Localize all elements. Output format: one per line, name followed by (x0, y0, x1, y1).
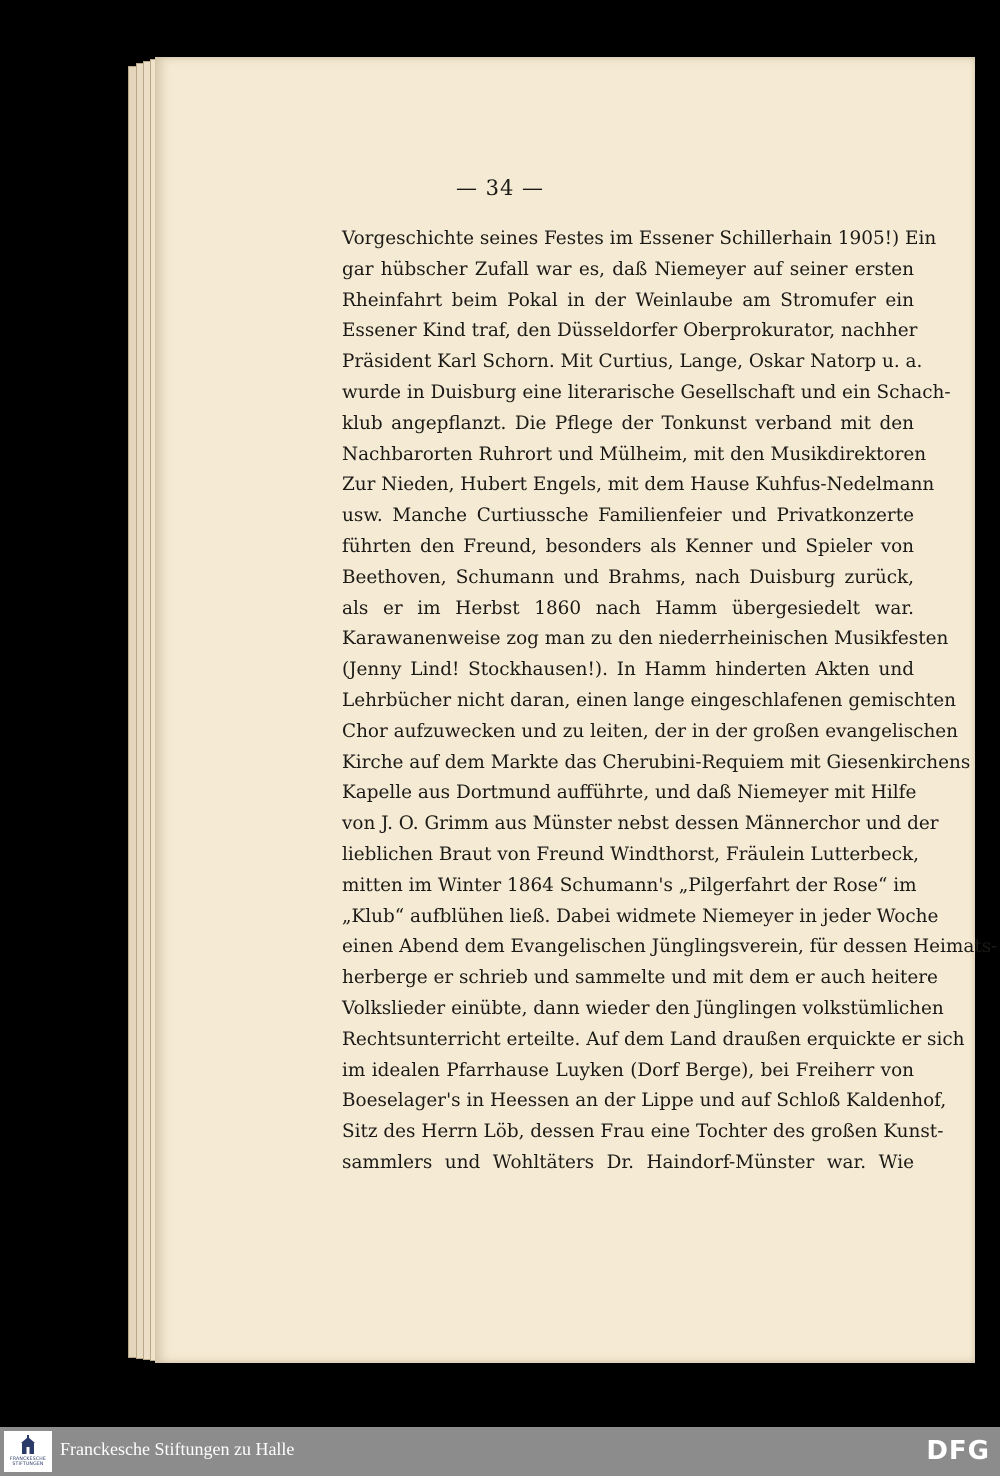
body-text (342, 224, 998, 1179)
text-line: „Klub“ aufblühen ließ. Dabei widmete Niemeyer in jeder Woche (342, 905, 939, 927)
text-line: Volkslieder einübte, dann wieder den Jünglingen volkstümlichen (342, 997, 944, 1019)
text-line: Essener Kind traf, den Düsseldorfer Oberprokurator, nachher (342, 320, 918, 342)
text-line: Kapelle aus Dortmund aufführte, und daß Niemeyer mit Hilfe (342, 782, 917, 804)
text-line: Chor aufzuwecken und zu leiten, der in der großen evangelischen (342, 720, 959, 742)
text-line: im idealen Pfarrhause Luyken (Dorf Berge), bei Freiherr von (342, 1059, 914, 1081)
text-line: usw. Manche Curtiussche Familienfeier und Privatkonzerte (342, 505, 914, 527)
text-line: Beethoven, Schumann und Brahms, nach Duisburg zurück, (342, 566, 914, 588)
footer-bar (0, 1427, 1000, 1476)
dfg-logo[interactable]: DFG (926, 1436, 990, 1466)
text-line: von J. O. Grimm aus Münster nebst dessen Männerchor und der (342, 813, 939, 835)
francke-logo[interactable] (4, 1431, 52, 1472)
text-line: sammlers und Wohltäters Dr. Haindorf-Münster war. Wie (342, 1151, 914, 1173)
text-line: gar hübscher Zufall war es, daß Niemeyer auf seiner ersten (342, 258, 914, 280)
text-line: Vorgeschichte seines Festes im Essener Schillerhain 1905!) Ein (342, 228, 937, 249)
text-line: Kirche auf dem Markte das Cherubini-Requiem mit Giesenkirchens (342, 751, 971, 773)
text-line: einen Abend dem Evangelischen Jünglingsverein, für dessen Heimats- (342, 936, 998, 958)
text-line: Präsident Karl Schorn. Mit Curtius, Lange, Oskar Natorp u. a. (342, 351, 923, 373)
text-line: wurde in Duisburg eine literarische Gesellschaft und ein Schach- (342, 381, 951, 403)
text-line: Nachbarorten Ruhrort und Mülheim, mit den Musikdirektoren (342, 443, 927, 465)
text-line: Lehrbücher nicht daran, einen lange eingeschlafenen gemischten (342, 689, 957, 711)
text-line: herberge er schrieb und sammelte und mit dem er auch heitere (342, 967, 938, 989)
text-line: Boeselager's in Heessen an der Lippe und auf Schloß Kaldenhof, (342, 1090, 947, 1112)
text-line: klub angepflanzt. Die Pflege der Tonkunst verband mit den (342, 412, 914, 434)
text-line: Karawanenweise zog man zu den niederrheinischen Musikfesten (342, 628, 949, 650)
logo-caption (4, 1457, 52, 1467)
text-line: mitten im Winter 1864 Schumann's „Pilgerfahrt der Rose“ im (342, 874, 917, 896)
text-line: Zur Nieden, Hubert Engels, mit dem Hause Kuhfus-Nedelmann (342, 474, 935, 496)
text-line: (Jenny Lind! Stockhausen!). In Hamm hinderten Akten und (342, 659, 914, 681)
francke-foundation-emblem-icon (21, 1435, 35, 1455)
text-line: führten den Freund, besonders als Kenner und Spieler von (342, 535, 914, 557)
footer-title: Franckesche Stiftungen zu Halle (60, 1439, 295, 1459)
logo-text-line1: FRANCKESCHE (9, 1457, 47, 1462)
text-line: als er im Herbst 1860 nach Hamm übergesiedelt war. (342, 597, 914, 619)
text-line: Sitz des Herrn Löb, dessen Frau eine Tochter des großen Kunst- (342, 1121, 944, 1143)
text-line: Rheinfahrt beim Pokal in der Weinlaube am Stromufer ein (342, 289, 914, 311)
text-line: lieblichen Braut von Freund Windthorst, Fräulein Lutterbeck, (342, 843, 919, 865)
page-number: — 34 — (455, 176, 545, 200)
text-line: Rechtsunterricht erteilte. Auf dem Land draußen erquickte er sich (342, 1028, 965, 1050)
logo-text-line2: STIFTUNGEN (12, 1462, 44, 1468)
